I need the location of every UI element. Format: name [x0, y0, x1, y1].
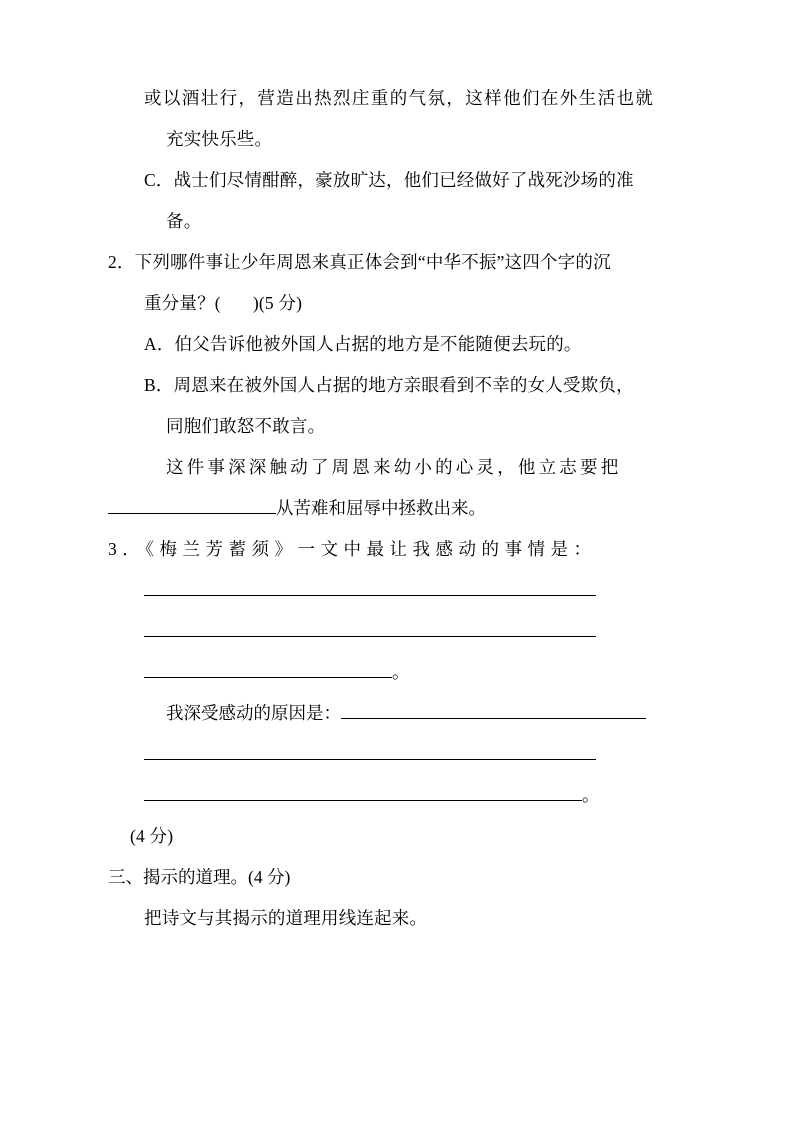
- question-3-answer-line-3: [108, 652, 685, 693]
- question-2-option-b-line-1[interactable]: B．周恩来在被外国人占据的地方亲眼看到不幸的女人受欺负，: [144, 375, 634, 395]
- answer-blank-line[interactable]: [341, 701, 646, 719]
- option-c-line-2: 备。: [166, 211, 202, 231]
- question-2-option-a[interactable]: A．伯父告诉他被外国人占据的地方是不能随便去玩的。: [144, 334, 582, 354]
- question-3-period: 。: [392, 662, 410, 682]
- question-3-reason-line-3: [108, 775, 685, 816]
- section-3-heading: 三、揭示的道理。(4 分): [108, 867, 291, 887]
- option-c-line-1: C．战士们尽情酣醉，豪放旷达，他们已经做好了战死沙场的准: [144, 170, 634, 190]
- question-2-fill-suffix: 从苦难和屈辱中拯救出来。: [276, 498, 486, 518]
- question-3-score: (4 分): [130, 826, 174, 846]
- answer-blank-line[interactable]: [144, 783, 582, 801]
- question-3-answer-line-2: [108, 611, 685, 652]
- question-2-fill-line-1: 这件事深深触动了周恩来幼小的心灵，他立志要把: [166, 457, 622, 477]
- answer-blank-line[interactable]: [144, 660, 392, 678]
- answer-blank-line[interactable]: [144, 619, 596, 637]
- question-2-option-b-line-2: 同胞们敢怒不敢言。: [166, 416, 326, 436]
- question-3-reason-row: [108, 693, 685, 734]
- question-2-fill-line-2: [108, 488, 685, 529]
- question-2-stem-line-2: 重分量？( )(5 分): [144, 293, 303, 313]
- question-3-reason-label: 我深受感动的原因是：: [166, 703, 341, 723]
- answer-blank-line[interactable]: [144, 578, 596, 596]
- question-3-answer-line-1: [108, 570, 685, 611]
- passage-line-2: 充实快乐些。: [166, 129, 273, 149]
- answer-blank-line[interactable]: [108, 496, 276, 514]
- passage-line-1: 或以酒壮行，营造出热烈庄重的气氛，这样他们在外生活也就: [144, 88, 655, 108]
- question-3-period-2: 。: [582, 785, 600, 805]
- question-3-reason-line-2: [108, 734, 685, 775]
- question-3-stem: 3．《梅兰芳蓄须》一文中最让我感动的事情是：: [108, 539, 597, 559]
- answer-blank-line[interactable]: [144, 742, 596, 760]
- question-2-stem-line-1: 2．下列哪件事让少年周恩来真正体会到“中华不振”这四个字的沉: [108, 252, 611, 272]
- section-3-instruction: 把诗文与其揭示的道理用线连起来。: [144, 908, 428, 928]
